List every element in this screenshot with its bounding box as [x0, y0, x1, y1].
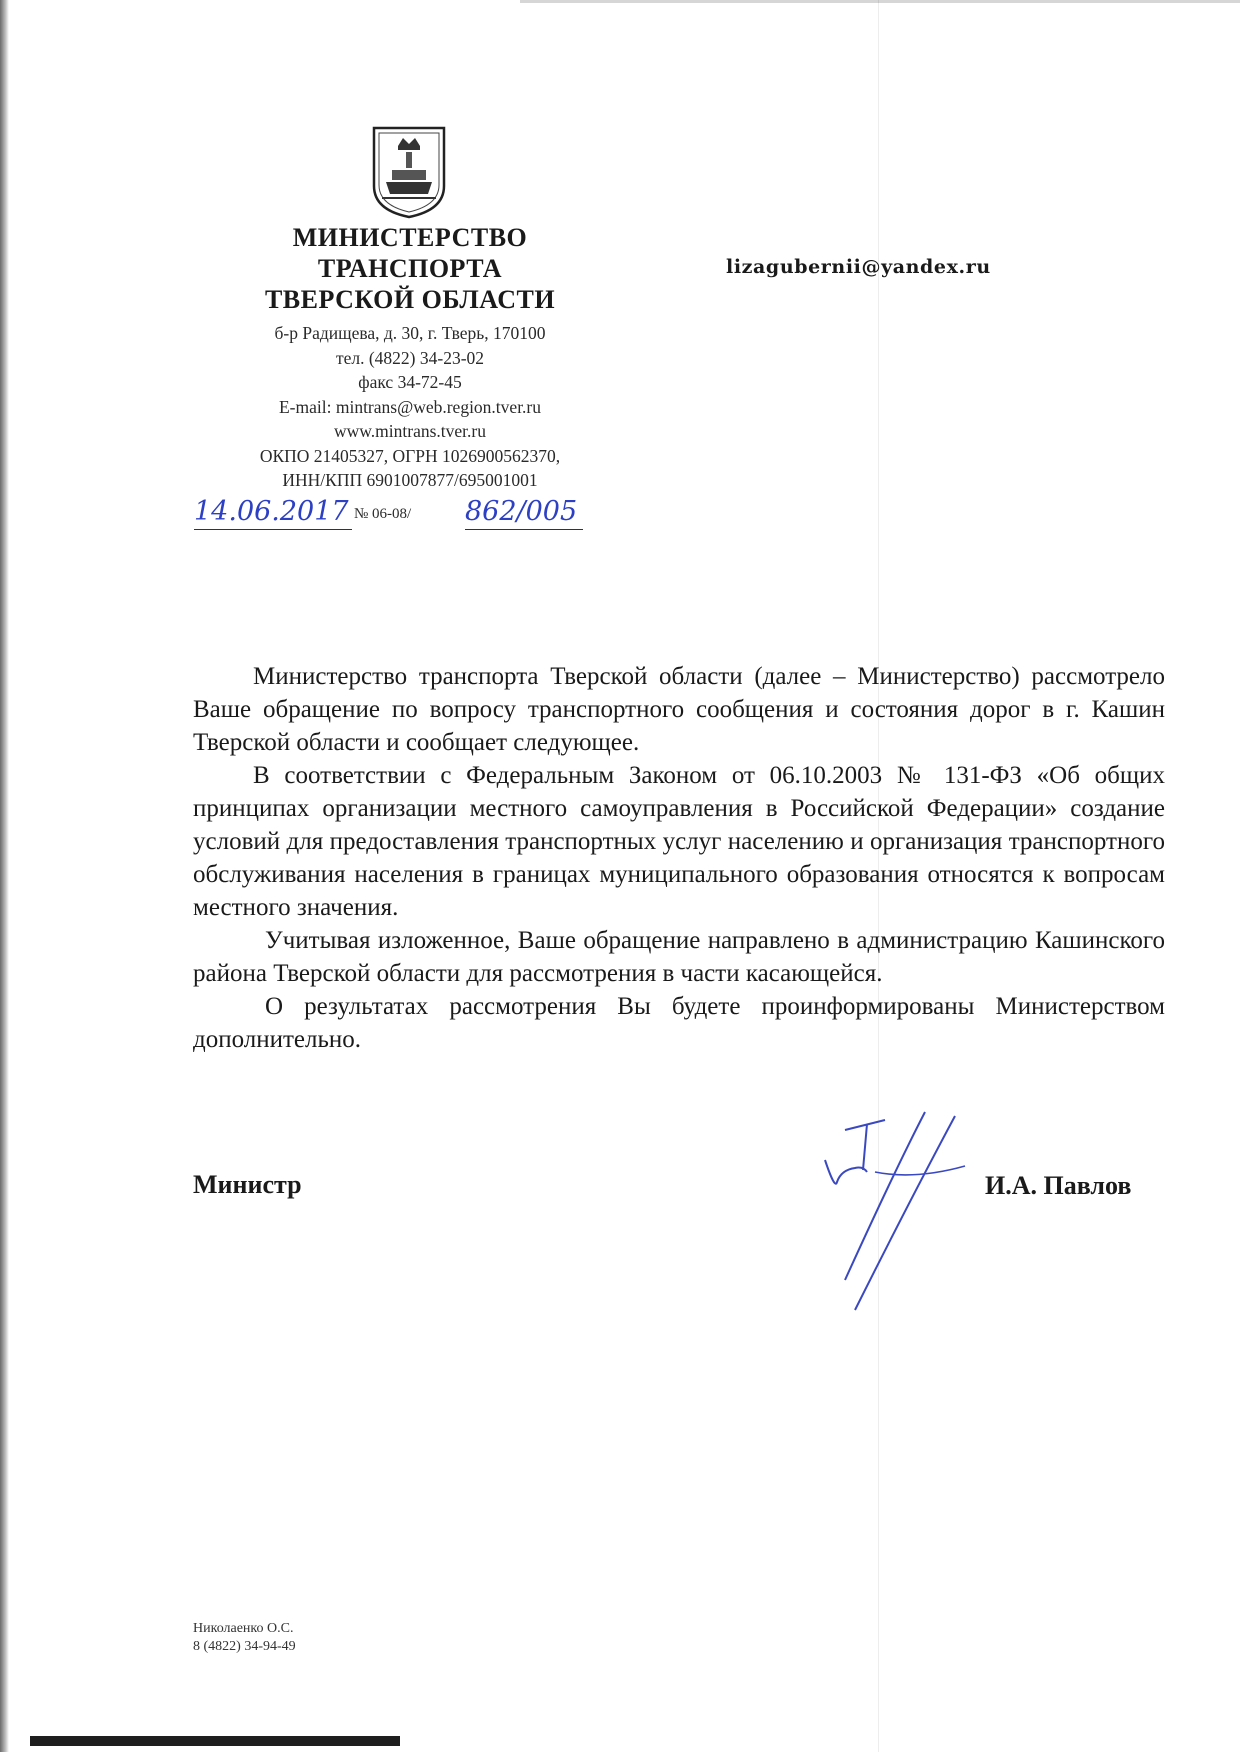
- tver-region-coat-of-arms-icon: [370, 124, 448, 220]
- scan-edge-left: [0, 0, 9, 1752]
- signatory-name: И.А. Павлов: [985, 1171, 1132, 1200]
- body-paragraph: В соответствии с Федеральным Законом от 06.10.2003 № 131-ФЗ «Об общих принципах организации местного самоуправления в Российской Федерации» создание условий для предоставления транспортных услуг населению и организация транспортного обслуживания населения в границах муниципального образования относятся к вопросам местного значения.: [193, 762, 1165, 921]
- letterhead: [190, 222, 630, 535]
- handwritten-signature: [815, 1110, 1025, 1320]
- org-website: www.mintrans.tver.ru: [334, 421, 486, 441]
- body-paragraph: Министерство транспорта Тверской области (далее – Министерство) рассмотрело Ваше обращение по вопросу транспортного сообщения и состояния дорог в г. Кашин Тверской области и сообщает следующее.: [193, 663, 1165, 756]
- registration-line: [190, 495, 630, 535]
- org-phone: тел. (4822) 34-23-02: [335, 347, 485, 368]
- org-name-line: ТРАНСПОРТА: [317, 254, 503, 283]
- body-paragraph: О результатах рассмотрения Вы будете проинформированы Министерством дополнительно.: [193, 993, 1165, 1053]
- executor-name: Николаенко О.С.: [193, 1621, 294, 1636]
- executor-phone: 8 (4822) 34-94-49: [193, 1639, 296, 1654]
- body-paragraph: Учитывая изложенное, Ваше обращение направлено в администрацию Кашинского района Тверской области для рассмотрения в части касающейся.: [193, 927, 1165, 987]
- letter-body: [193, 660, 1165, 1056]
- org-name-line: ТВЕРСКОЙ ОБЛАСТИ: [264, 285, 556, 314]
- executor-info: [193, 1620, 296, 1656]
- org-inn-kpp: ИНН/КПП 6901007877/695001001: [282, 470, 538, 490]
- scan-line-top: [520, 0, 1240, 3]
- org-fax: факс 34-72-45: [358, 372, 462, 392]
- recipient-email: lizagubernii@yandex.ru: [726, 256, 991, 278]
- org-okpo-ogrn: ОКПО 21405327, ОГРН 1026900562370,: [259, 445, 561, 466]
- signatory-title: Министр: [193, 1170, 302, 1199]
- registration-date: 14.06.2017: [194, 495, 352, 530]
- org-details: [190, 321, 630, 493]
- org-name: [190, 222, 630, 315]
- registration-number: 862/005: [465, 495, 583, 530]
- org-address: б-р Радищева, д. 30, г. Тверь, 170100: [274, 323, 546, 343]
- org-email: E-mail: mintrans@web.region.tver.ru: [278, 396, 542, 417]
- org-name-line: МИНИСТЕРСТВО: [292, 223, 528, 252]
- scan-bottom-bar: [30, 1736, 400, 1746]
- registration-number-label: № 06-08/: [354, 505, 412, 522]
